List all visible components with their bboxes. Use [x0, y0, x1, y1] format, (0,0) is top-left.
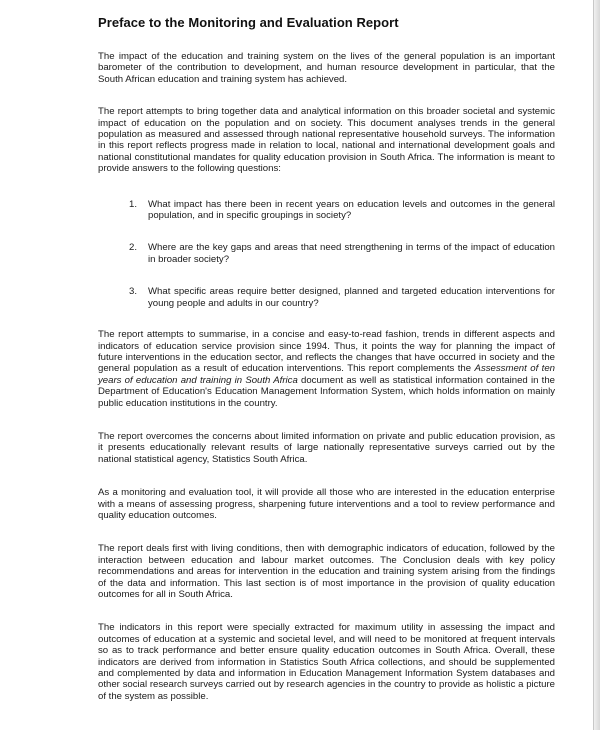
paragraph-scope: The report attempts to bring together data and analytical information on this broader societal and systemic impact of education on the population and on society. This document analyses trends in the general population as measured and assessed through national representative household surveys. The information in this report reflects progress made in relation to local, national and international development goals and national constitutional mandates for quality education provision in South Africa. The information is meant to provide answers to the following questions: — [98, 106, 555, 175]
paragraph-concerns: The report overcomes the concerns about limited information on private and public education provision, as it presents educationally relevant results of large nationally representative surveys carried out by the national statistical agency, Statistics South Africa. — [98, 430, 555, 465]
question-number: 3. — [129, 286, 138, 298]
page-edge-shadow — [594, 0, 600, 730]
questions-list — [98, 199, 555, 309]
question-text: Where are the key gaps and areas that need strengthening in terms of the impact of education in broader society? — [148, 242, 555, 265]
assessment-document-title: Assessment of ten years of education and training in South Africa — [98, 363, 556, 386]
summary-text-end: document as well as statistical information contained in the Department of Education's Education Management Information System, which holds information on mainly public education institutions in the country. — [98, 374, 555, 409]
question-number: 2. — [129, 242, 138, 254]
paragraph-structure: The report deals first with living conditions, then with demographic indicators of education, followed by the interaction between education and labour market outcomes. The Conclusion deals with key policy recommendations and areas for intervention in the education and training system arising from the findings of the data and information. This last section is of most importance in the provision of quality education outcomes for all in South Africa. — [98, 543, 555, 600]
paragraph-tool: As a monitoring and evaluation tool, it will provide all those who are interested in the education enterprise with a means of assessing progress, sharpening future interventions and a tool to review performance and quality education outcomes. — [98, 487, 555, 521]
question-text: What impact has there been in recent years on education levels and outcomes in the general population, and in specific groupings in society? — [148, 198, 555, 222]
paragraph-summary — [98, 329, 555, 409]
paragraph-intro: The impact of the education and training system on the lives of the general population is an important barometer of the contribution to development, and human resource development in particular, that the South African education and training system has achieved. — [98, 51, 555, 85]
question-item — [98, 242, 555, 265]
question-text: What specific areas require better designed, planned and targeted education interventions for young people and adults in our country? — [148, 286, 555, 309]
question-item — [98, 199, 555, 222]
question-number: 1. — [129, 198, 138, 210]
paragraph-indicators: The indicators in this report were specially extracted for maximum utility in assessing the impact and outcomes of education at a systemic and societal level, and will need to be monitored at frequent intervals so as to track performance and better ensure quality education outcomes in South Africa. Overall, these indicators are derived from information in Statistics South Africa collections, and should be supplemented and complemented by data and information in Education Management Information System databases and other social research surveys carried out by research agencies in the country to provide as holistic a picture of the system as possible. — [98, 622, 555, 702]
document-title: Preface to the Monitoring and Evaluation Report — [98, 15, 399, 30]
summary-text-start: The report attempts to summarise, in a concise and easy-to-read fashion, trends in different aspects and indicators of education service provision since 1994. Thus, it points the way for planning the impact of future interventions in the education sector, and reflects the changes that have occurred in society and the general population as a result of education interventions. This report complements the — [98, 329, 555, 375]
document-body — [98, 15, 555, 702]
question-item — [98, 286, 555, 309]
